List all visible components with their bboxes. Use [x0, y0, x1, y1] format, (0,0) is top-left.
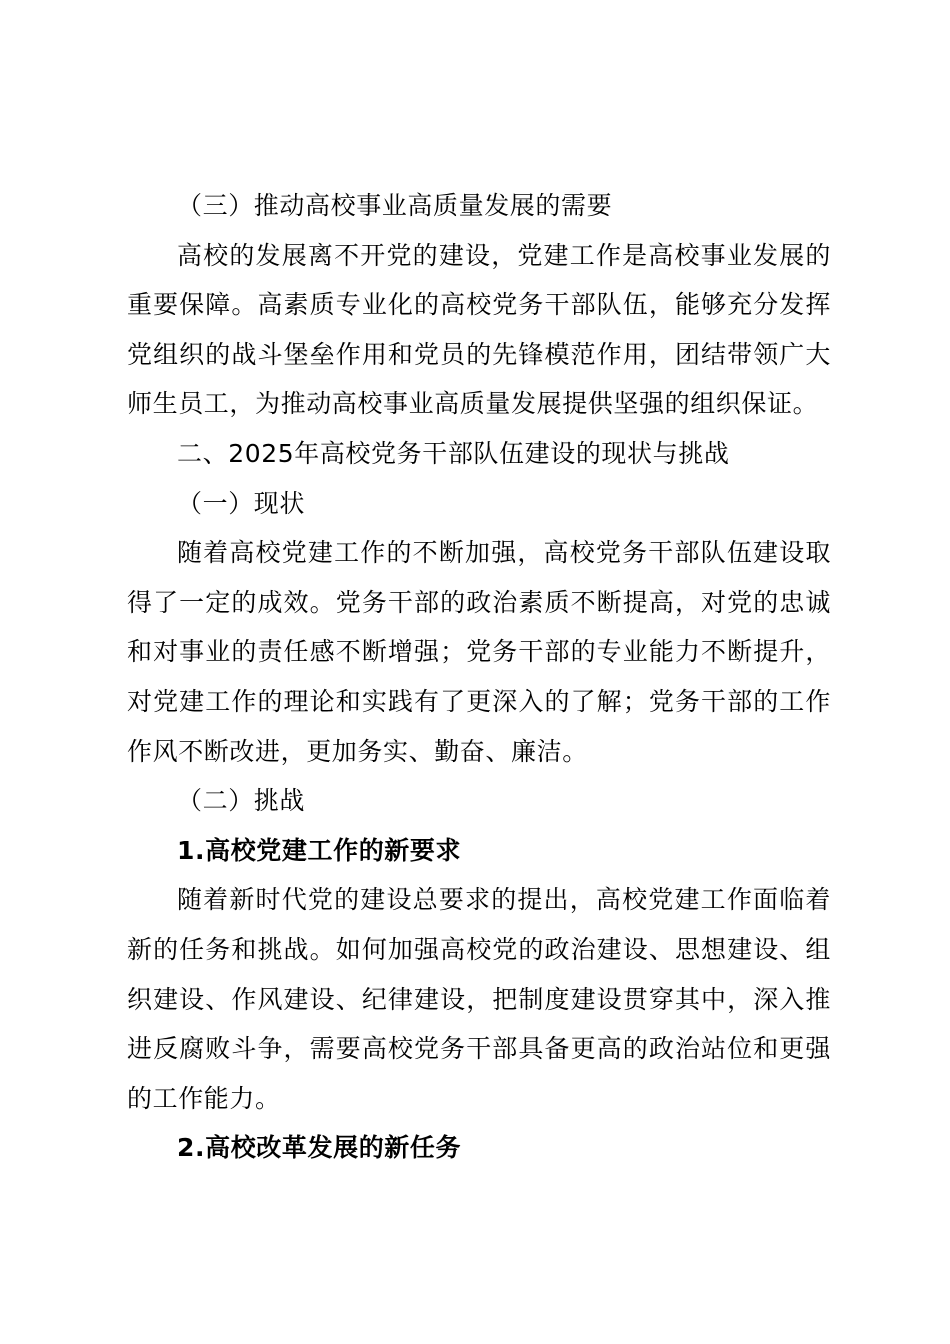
paragraph-party-building-guarantee: 高校的发展离不开党的建设，党建工作是高校事业发展的重要保障。高素质专业化的高校党务干部队伍，能够充分发挥党组织的战斗堡垒作用和党员的先锋模范作用，团结带领广大师生员工，为推动高校事业高质量发展提供坚强的组织保证。: [127, 240, 831, 419]
paragraph-new-requirements: 随着新时代党的建设总要求的提出，高校党建工作面临着新的任务和挑战。如何加强高校党的政治建设、思想建设、组织建设、作风建设、纪律建设，把制度建设贯穿其中，深入推进反腐败斗争，需要高校党务干部具备更高的政治站位和更强的工作能力。: [127, 885, 831, 1113]
paragraph-current-status: 随着高校党建工作的不断加强，高校党务干部队伍建设取得了一定的成效。党务干部的政治素质不断提高，对党的忠诚和对事业的责任感不断增强；党务干部的专业能力不断提升，对党建工作的理论和实践有了更深入的了解；党务干部的工作作风不断改进，更加务实、勤奋、廉洁。: [127, 538, 831, 766]
chapter-heading-2: 二、2025年高校党务干部队伍建设的现状与挑战: [177, 438, 730, 468]
section-heading-challenges: （二）挑战: [177, 786, 306, 816]
document-body: [127, 181, 831, 1173]
section-heading-status: （一）现状: [177, 488, 306, 518]
subheading-new-requirements: 1.高校党建工作的新要求: [177, 835, 462, 865]
subheading-new-tasks: 2.高校改革发展的新任务: [177, 1133, 462, 1163]
section-heading-3: （三）推动高校事业高质量发展的需要: [177, 191, 613, 220]
